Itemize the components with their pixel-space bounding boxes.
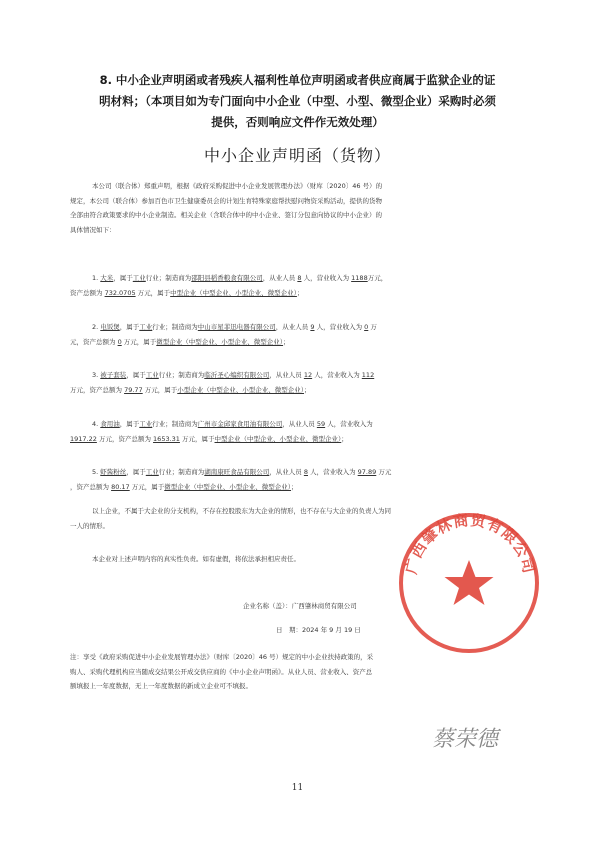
enterprise-scale: 中型企业（中型企业、小型企业、微型企业） [214, 434, 342, 443]
revenue: 97.89 [357, 468, 377, 476]
date-label: 日 期： [276, 626, 302, 634]
enterprise-item-2: 2. 电饭煲，属于工业行业；制造商为中山市星菲迅电器有限公司，从业人员 9 人，营业收入为 0 万 元，资产总额为 0 万元，属于微型企业（中型企业、小型企业、微型企业）； [70, 323, 377, 346]
heading-line: 明材料；（本项目如为专门面向中小企业（中型、小型、微型企业）采购时必须 [99, 94, 496, 108]
manufacturer: 临沂圣心编织有限公司 [204, 371, 270, 379]
svg-text:蔡荣德: 蔡荣德 [432, 727, 499, 752]
date-value: 2024 年 9 月 19 日 [302, 626, 361, 634]
enterprise-scale: 微型企业（中型企业、小型企业、微型企业） [156, 337, 284, 346]
closing-line: 一人的情形。 [70, 521, 109, 530]
intro-line: 本公司（联合体）郑重声明，根据《政府采购促进中小企业发展管理办法》（财库〔2020〕46 号）的 [92, 182, 383, 190]
staff-count: 9 [310, 323, 315, 331]
intro-line: 全部由符合政策要求的中小企业制造。相关企业（含联合体中的中小企业、签订分包意向协议的中小企业）的 [70, 211, 382, 219]
total-assets: 79.77 [124, 385, 143, 394]
total-assets: 80.17 [111, 482, 130, 491]
enterprise-scale: 中型企业（中型企业、小型企业、微型企业） [170, 288, 297, 297]
enterprise-item-1: 1. 大米，属于工业行业；制造商为邵阳县稻香粮食有限公司，从业人员 8 人，营业收入为 1188万元， 资产总额为 732.0705 万元，属于中型企业（中型企业、小型企业、微型企业）； [70, 274, 388, 297]
revenue: 1917.22 [70, 434, 97, 443]
intro-line: 规定，本公司（联合体）参加百色市卫生健康委员会的计划生育特殊家庭帮扶慰问物资采购活动，提供的货物 [70, 196, 382, 205]
footnote-line: 购人、采购代理机构应当随成交结果公开成交供应商的《中小企业声明函》。从业人员、营业收入、资产总 [70, 667, 373, 676]
industry: 工业 [132, 274, 146, 282]
responsibility-statement: 本企业对上述声明内容的真实性负责。如有虚假，将依法承担相应责任。 [92, 555, 300, 563]
total-assets: 0 [117, 337, 122, 346]
enterprise-scale: 微型企业（中型企业、小型企业、微型企业） [164, 482, 292, 491]
manufacturer: 湖南康旺食品有限公司 [204, 468, 270, 476]
product-name: 大米 [100, 274, 114, 282]
enterprise-item-4: 4. 食用油，属于工业行业；制造商为广州市金邱家食用油有限公司，从业人员 59 人，营业收入为 1917.22 万元，资产总额为 1653.31 万元，属于中型企业（中型企业、小型企业、微型企业）； [70, 420, 373, 443]
handwritten-signature [430, 720, 520, 756]
manufacturer: 邵阳县稻香粮食有限公司 [191, 274, 263, 282]
product-name: 电饭煲 [100, 323, 120, 331]
manufacturer: 中山市星菲迅电器有限公司 [197, 323, 276, 331]
heading-line: 提供，否则响应文件作无效处理） [211, 115, 384, 129]
heading-line: 8. 中小企业声明函或者残疾人福利性单位声明函或者供应商属于监狱企业的证 [99, 73, 496, 87]
revenue: 0 [364, 323, 369, 331]
page-title: 中小企业声明函（货物） [203, 146, 391, 165]
manufacturer: 广州市金邱家食用油有限公司 [197, 420, 283, 428]
footnote-line: 注：享受《政府采购促进中小企业发展管理办法》（财库〔2020〕46 号）规定的中小企业扶持政策的，采 [70, 653, 374, 661]
industry: 工业 [145, 468, 159, 476]
date-line [276, 625, 361, 634]
total-assets: 1653.31 [153, 434, 180, 443]
company-name-line [243, 601, 357, 610]
company-label: 企业名称（盖）： [243, 602, 292, 610]
industry: 工业 [139, 420, 153, 428]
revenue: 112 [361, 371, 375, 379]
staff-count: 8 [297, 274, 302, 282]
revenue: 1188 [351, 274, 368, 282]
total-assets: 732.0705 [104, 288, 136, 297]
company-seal [394, 508, 544, 658]
page-number: 11 [291, 783, 304, 793]
enterprise-item-5: 5. 虾酱粉丝，属于工业行业；制造商为湖南康旺食品有限公司，从业人员 8 人，营业收入为 97.89 万元 ，资产总额为 80.17 万元，属于微型企业（中型企业、小型企业、微型企业）； [70, 468, 392, 491]
footnote-line: 额填报上一年度数据，无上一年度数据的新成立企业可不填报。 [70, 682, 252, 690]
enterprise-item-3: 3. 被子套装，属于工业行业；制造商为临沂圣心编织有限公司，从业人员 12 人，营业收入为 112 万元，资产总额为 79.77 万元，属于小型企业（中型企业、小型企业、微型企业）； [70, 371, 375, 394]
intro-line: 具体情况如下： [70, 225, 116, 234]
staff-count: 59 [316, 420, 326, 428]
product-name: 虾酱粉丝 [100, 468, 127, 476]
enterprise-scale: 小型企业（中型企业、小型企业、微型企业） [177, 385, 305, 394]
product-name: 被子套装 [100, 371, 127, 379]
staff-count: 12 [303, 371, 313, 379]
product-name: 食用油 [100, 420, 120, 428]
section-heading [80, 70, 515, 133]
industry: 工业 [139, 323, 153, 331]
company-name: 广西肇林商贸有限公司 [291, 602, 357, 610]
industry: 工业 [145, 371, 159, 379]
svg-text:广西肇林商贸有限公司: 广西肇林商贸有限公司 [401, 510, 539, 576]
intro-paragraph [70, 179, 525, 237]
closing-line: 以上企业，不属于大企业的分支机构，不存在控股股东为大企业的情形，也不存在与大企业的负责人为同 [92, 507, 391, 515]
staff-count: 8 [303, 468, 308, 476]
